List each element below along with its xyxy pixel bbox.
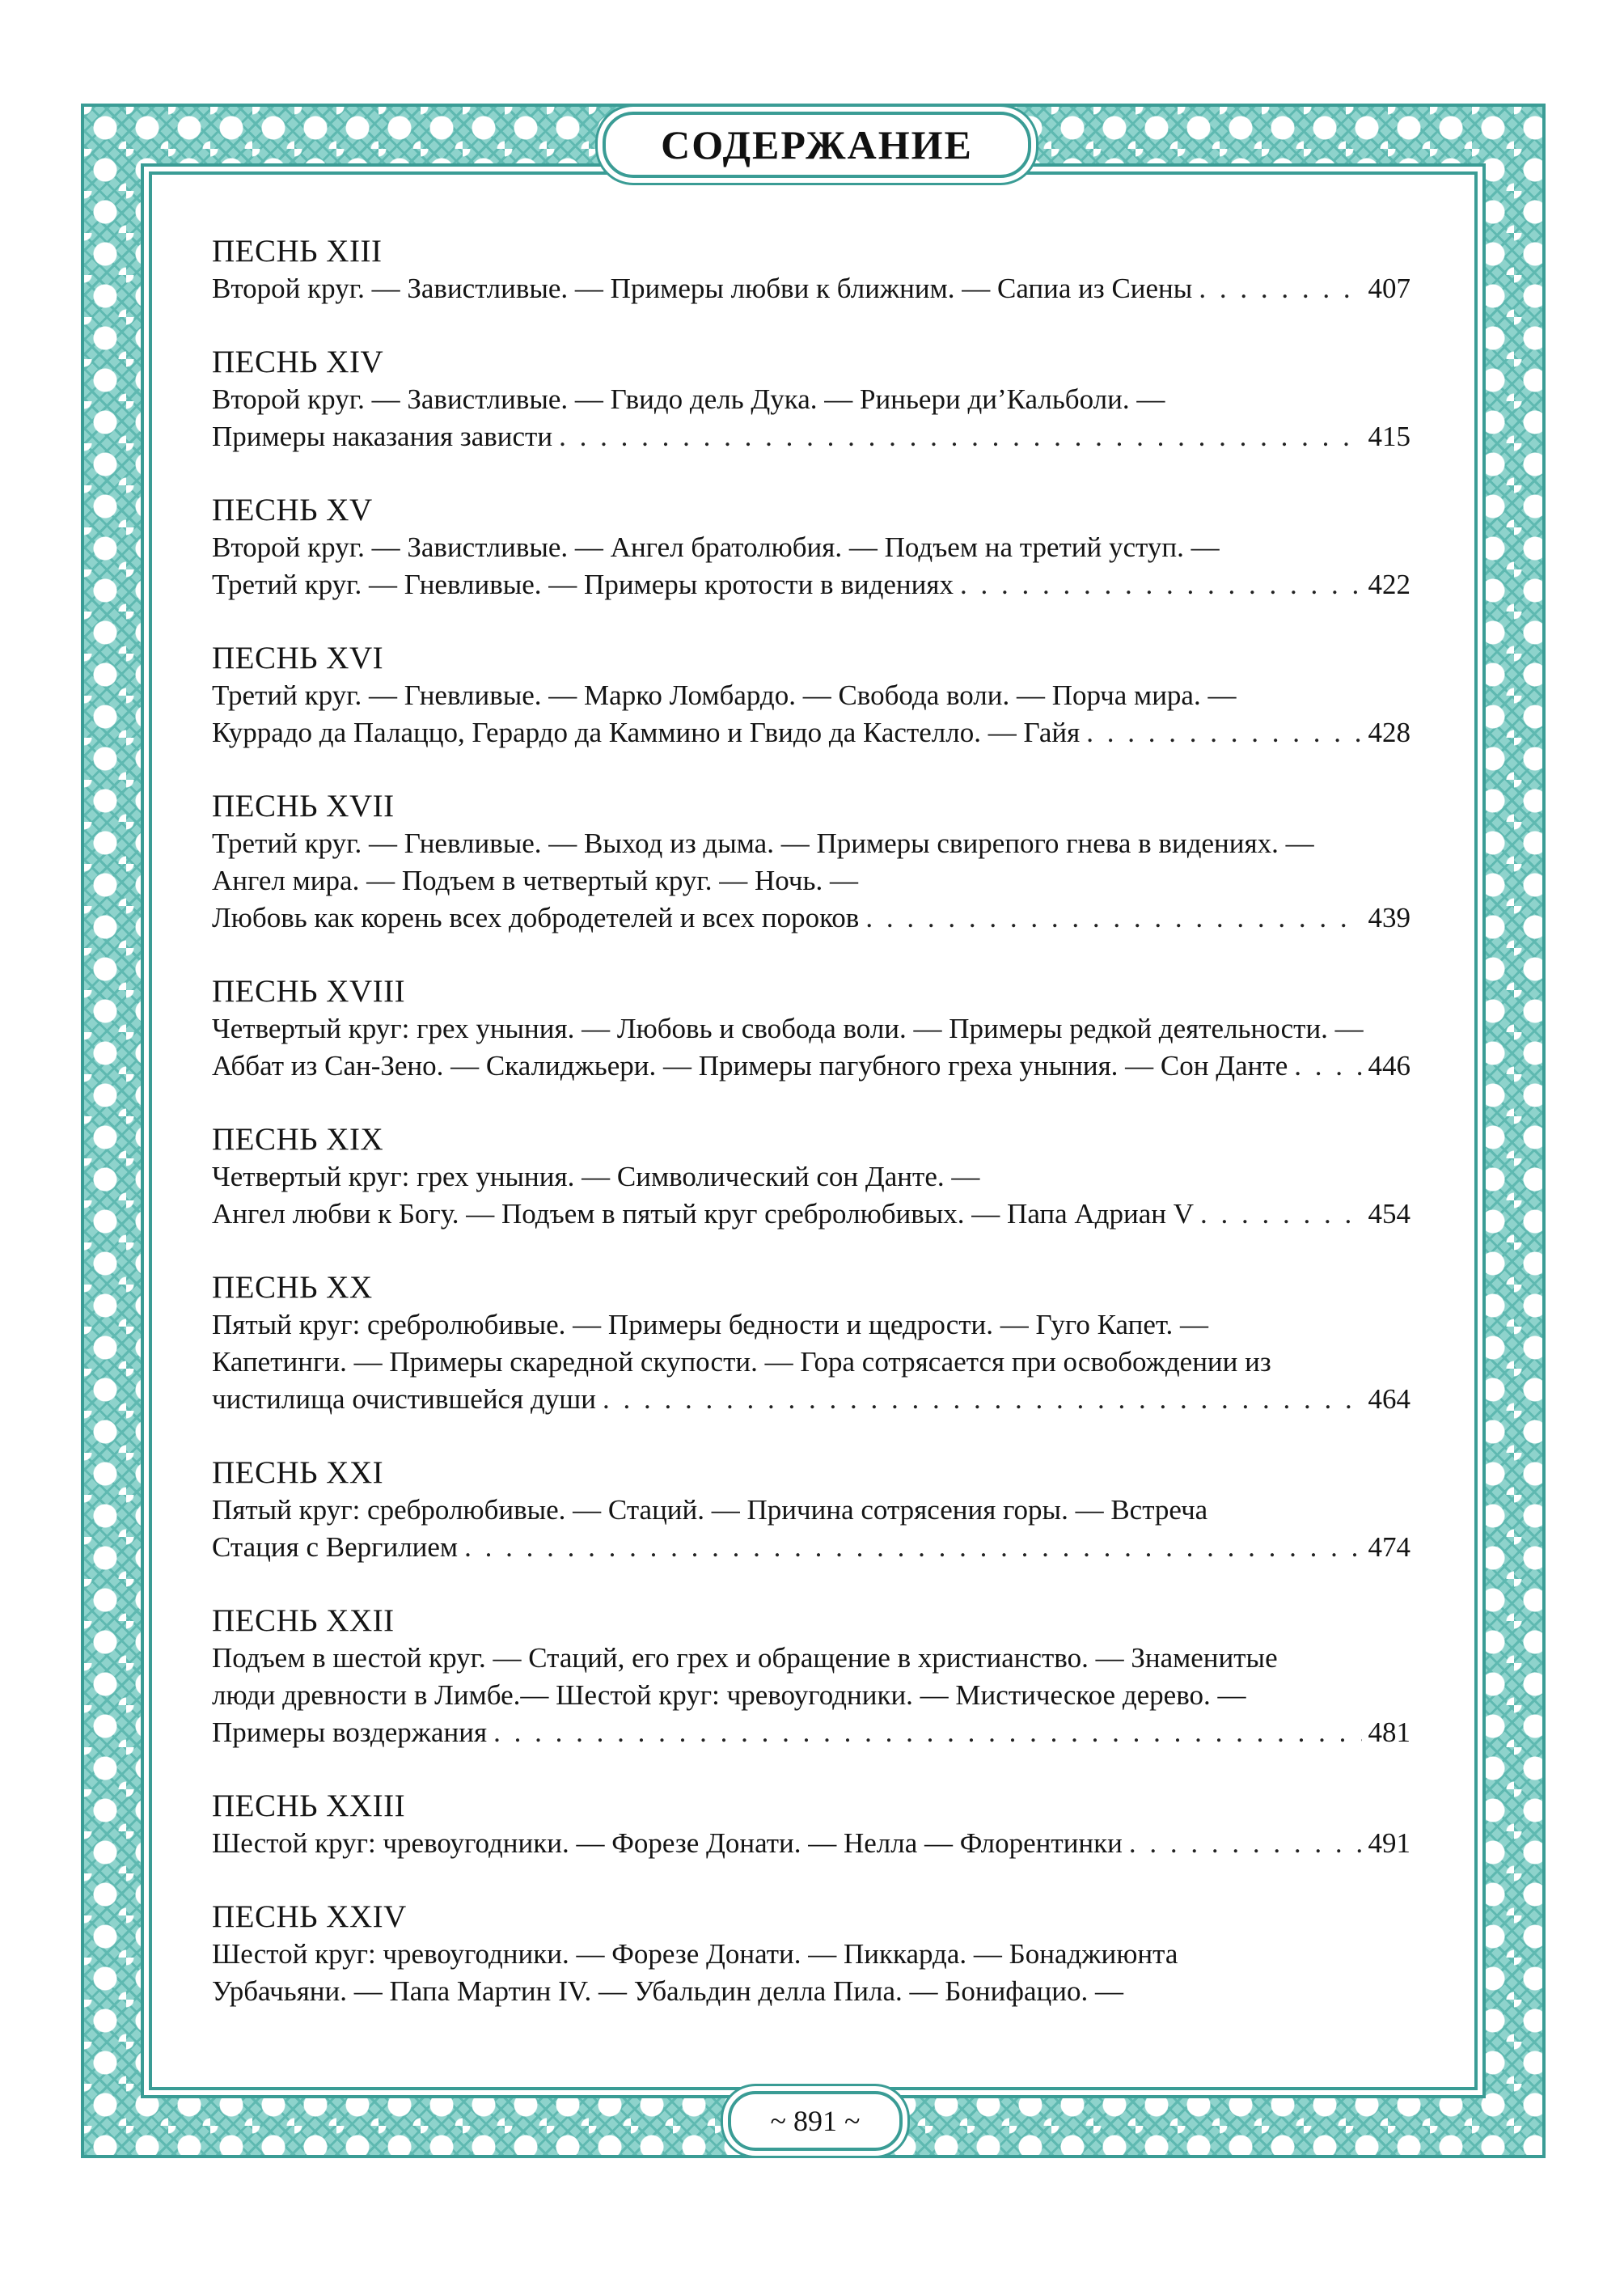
entry-final-line xyxy=(212,418,1410,455)
entry-final-line xyxy=(212,714,1410,751)
entry-final-line xyxy=(212,1714,1410,1751)
dot-leader xyxy=(464,1529,1361,1566)
page-reference: 439 xyxy=(1368,902,1410,933)
page-reference: 446 xyxy=(1368,1050,1410,1082)
dot-leader xyxy=(1199,270,1361,307)
canto-heading: ПЕСНЬ XVIII xyxy=(212,974,406,1009)
canto-heading: ПЕСНЬ XIX xyxy=(212,1122,384,1157)
entry-text-line: Третий круг. — Гневливые. — Выход из дыма. — Примеры свирепого гнева в видениях. — xyxy=(212,828,1314,859)
dot-leader xyxy=(1086,714,1361,751)
canto-heading: ПЕСНЬ XXIII xyxy=(212,1788,406,1823)
dot-leader xyxy=(1200,1196,1361,1233)
entry-text-line: Подъем в шестой круг. — Стаций, его грех и обращение в христианство. — Знаменитые xyxy=(212,1642,1278,1674)
entry-text-line: Четвертый круг: грех уныния. — Символический сон Данте. — xyxy=(212,1161,980,1192)
page-reference: 407 xyxy=(1368,273,1410,304)
canto-heading: ПЕСНЬ XVI xyxy=(212,641,384,675)
entry-final-line xyxy=(212,1196,1410,1233)
canto-heading: ПЕСНЬ XIII xyxy=(212,234,383,269)
toc-entry xyxy=(212,1602,1410,1751)
toc-entry xyxy=(212,640,1410,751)
dot-leader xyxy=(493,1714,1361,1751)
page-reference: 428 xyxy=(1368,717,1410,748)
canto-heading: ПЕСНЬ XXII xyxy=(212,1603,395,1638)
entry-text-line: Шестой круг: чревоугодники. — Форезе Донати. — Пиккарда. — Бонаджиюнта xyxy=(212,1938,1178,1970)
entry-final-line xyxy=(212,899,1410,937)
entry-text-line: Шестой круг: чревоугодники. — Форезе Донати. — Нелла — Флорентинки xyxy=(212,1827,1123,1859)
toc-entry xyxy=(212,492,1410,603)
entry-text-line: Второй круг. — Завистливые. — Гвидо дель Дука. — Риньери ди’Кальболи. — xyxy=(212,383,1165,415)
page-reference: 481 xyxy=(1368,1716,1410,1748)
dot-leader xyxy=(603,1381,1362,1418)
toc-entry xyxy=(212,344,1410,455)
entry-text-line: Ангел любви к Богу. — Подъем в пятый круг сребролюбивых. — Папа Адриан V xyxy=(212,1198,1195,1230)
page-title: СОДЕРЖАНИЕ xyxy=(661,122,973,167)
toc-entry xyxy=(212,1454,1410,1566)
dot-leader xyxy=(1294,1048,1361,1085)
toc-entry xyxy=(212,788,1410,937)
entry-text-line: Второй круг. — Завистливые. — Примеры любви к ближним. — Сапиа из Сиены xyxy=(212,273,1193,304)
title-plate xyxy=(603,112,1031,178)
page-reference: 415 xyxy=(1368,421,1410,452)
toc-entry xyxy=(212,1269,1410,1418)
toc-entry xyxy=(212,1121,1410,1233)
canto-heading: ПЕСНЬ XIV xyxy=(212,345,384,379)
toc-entry xyxy=(212,233,1410,307)
dot-leader xyxy=(559,418,1361,455)
toc-entry xyxy=(212,1898,1410,2010)
page-number: ~ 891 ~ xyxy=(728,2091,903,2151)
canto-heading: ПЕСНЬ XX xyxy=(212,1270,373,1305)
page-reference: 454 xyxy=(1368,1198,1410,1230)
entry-final-line xyxy=(212,270,1410,307)
page-reference: 464 xyxy=(1368,1383,1410,1415)
entry-text-line: Пятый круг: сребролюбивые. — Стаций. — Причина сотрясения горы. — Встреча xyxy=(212,1494,1208,1526)
entry-text-line: Примеры воздержания xyxy=(212,1716,488,1748)
entry-text-line: Третий круг. — Гневливые. — Марко Ломбардо. — Свобода воли. — Порча мира. — xyxy=(212,679,1237,711)
entry-text-line: Третий круг. — Гневливые. — Примеры кротости в видениях xyxy=(212,569,954,600)
entry-text-line: Урбачьяни. — Папа Мартин IV. — Убальдин делла Пила. — Бонифацио. — xyxy=(212,1975,1123,2007)
toc-entry xyxy=(212,1788,1410,1862)
dot-leader xyxy=(960,566,1362,603)
entry-final-line xyxy=(212,1048,1410,1085)
canto-heading: ПЕСНЬ XXIV xyxy=(212,1899,407,1934)
entry-text-line: чистилища очистившейся души xyxy=(212,1383,596,1415)
entry-final-line xyxy=(212,1529,1410,1566)
entry-text-line: Примеры наказания зависти xyxy=(212,421,553,452)
entry-text-line: Капетинги. — Примеры скаредной скупости. — Гора сотрясается при освобождении из xyxy=(212,1346,1271,1378)
entry-text-line: Ангел мира. — Подъем в четвертый круг. — Ночь. — xyxy=(212,865,858,896)
entry-text-line: Стация с Вергилием xyxy=(212,1531,459,1563)
entry-final-line xyxy=(212,1825,1410,1862)
entry-text-line: Четвертый круг: грех уныния. — Любовь и свобода воли. — Примеры редкой деятельности. — xyxy=(212,1013,1364,1044)
dot-leader xyxy=(1129,1825,1362,1862)
entry-text-line: люди древности в Лимбе.— Шестой круг: чревоугодники. — Мистическое дерево. — xyxy=(212,1679,1246,1711)
canto-heading: ПЕСНЬ XV xyxy=(212,493,373,527)
entry-final-line xyxy=(212,1381,1410,1418)
entry-text-line: Любовь как корень всех добродетелей и всех пороков xyxy=(212,902,860,933)
page-reference: 422 xyxy=(1368,569,1410,600)
entry-text-line: Куррадо да Палаццо, Герардо да Каммино и Гвидо да Кастелло. — Гайя xyxy=(212,717,1081,748)
entry-text-line: Второй круг. — Завистливые. — Ангел братолюбия. — Подъем на третий уступ. — xyxy=(212,531,1220,563)
page-reference: 474 xyxy=(1368,1531,1410,1563)
entry-text-line: Пятый круг: сребролюбивые. — Примеры бедности и щедрости. — Гуго Капет. — xyxy=(212,1309,1209,1340)
dot-leader xyxy=(865,899,1361,937)
table-of-contents xyxy=(212,233,1410,2047)
entry-text-line: Аббат из Сан-Зено. — Скалиджьери. — Примеры пагубного греха уныния. — Сон Данте xyxy=(212,1050,1288,1082)
toc-entry xyxy=(212,973,1410,1085)
page-reference: 491 xyxy=(1368,1827,1410,1859)
canto-heading: ПЕСНЬ XXI xyxy=(212,1455,384,1490)
entry-final-line xyxy=(212,566,1410,603)
canto-heading: ПЕСНЬ XVII xyxy=(212,789,395,823)
